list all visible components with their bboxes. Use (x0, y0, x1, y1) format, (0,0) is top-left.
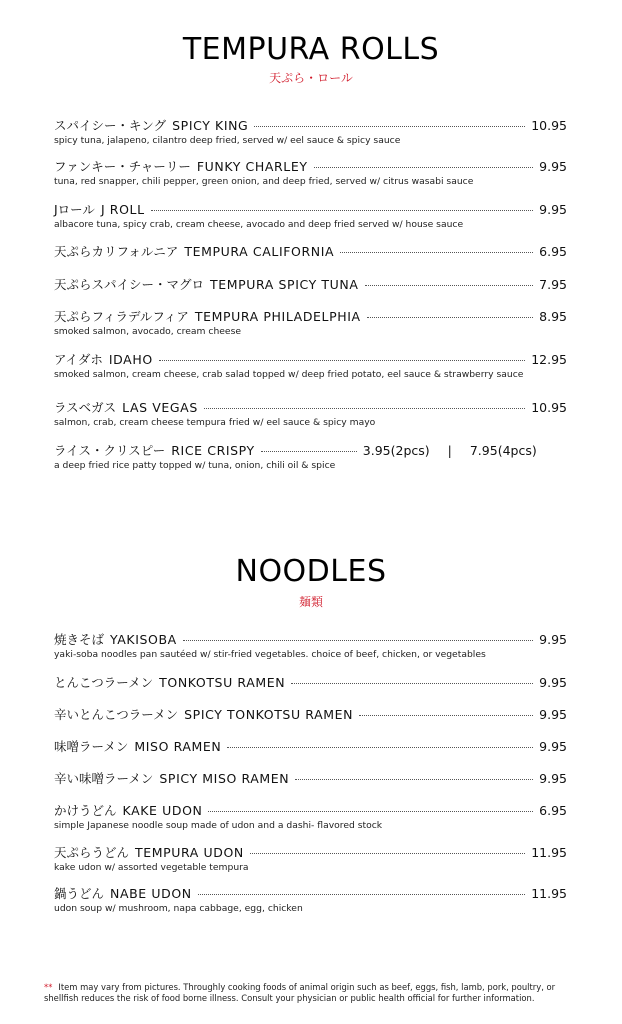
item-price: 6.95 (539, 803, 567, 818)
item-name-en: LAS VEGAS (122, 400, 198, 415)
menu-item-las-vegas (54, 398, 567, 428)
item-name-jp: かけうどん (54, 803, 117, 818)
price-separator: | (447, 443, 452, 458)
item-name-jp: スパイシー・キング (54, 118, 167, 133)
item-name-jp: アイダホ (54, 352, 103, 367)
menu-item-idaho (54, 350, 567, 380)
item-name (54, 737, 221, 755)
item-price: 11.95 (531, 845, 567, 860)
item-name-jp: 天ぷらスパイシー・マグロ (54, 277, 205, 292)
dot-leader (359, 715, 533, 716)
item-name-jp: 焼きそば (54, 632, 105, 647)
item-description: smoked salmon, cream cheese, crab salad topped w/ deep fried potato, eel sauce & strawberry sauce (54, 369, 524, 380)
item-price: 10.95 (531, 400, 567, 415)
item-name (54, 441, 255, 459)
item-name (54, 630, 177, 648)
food-safety-footnote (44, 982, 574, 1004)
item-description: a deep fried rice patty topped w/ tuna, onion, chili oil & spice (54, 460, 336, 471)
item-name-en: TEMPURA UDON (135, 845, 244, 860)
item-name-en: KAKE UDON (122, 803, 203, 818)
tempura-section-title: TEMPURA ROLLS (182, 32, 440, 67)
menu-item-yakisoba (54, 630, 567, 660)
menu-item-rice-crispy (54, 441, 567, 471)
item-description: spicy tuna, jalapeno, cilantro deep fried, served w/ eel sauce & spicy sauce (54, 135, 401, 146)
dot-leader (295, 779, 533, 780)
dot-leader (367, 317, 533, 318)
menu-item-spicy-miso-ramen (54, 769, 567, 787)
item-name-en: SPICY MISO RAMEN (159, 771, 290, 786)
menu-item-j-roll (54, 200, 567, 230)
item-name-en: RICE CRISPY (171, 443, 255, 458)
menu-item-tempura-philadelphia (54, 307, 567, 337)
item-price-2pcs: 3.95(2pcs) (362, 443, 430, 458)
item-price: 9.95 (539, 159, 567, 174)
item-name-jp: ファンキー・チャーリー (54, 159, 191, 174)
item-name-jp: 天ぷらうどん (54, 845, 130, 860)
menu-item-nabe-udon (54, 884, 567, 914)
menu-item-kake-udon (54, 801, 567, 831)
footnote-asterisks: ** (44, 982, 53, 992)
item-name-en: YAKISOBA (110, 632, 177, 647)
item-name (54, 242, 334, 260)
dot-leader (198, 894, 525, 895)
item-name (54, 673, 285, 691)
dot-leader (365, 285, 534, 286)
item-price: 9.95 (539, 202, 567, 217)
item-name-en: FUNKY CHARLEY (196, 159, 308, 174)
menu-item-tonkotsu-ramen (54, 673, 567, 691)
item-price: 9.95 (539, 707, 567, 722)
item-name-jp: 天ぷらカリフォルニア (54, 244, 179, 259)
noodles-section-subtitle: 麺類 (298, 595, 323, 609)
dot-leader (340, 252, 533, 253)
item-name-en: SPICY KING (172, 118, 249, 133)
item-name-jp: Jロール (54, 202, 95, 217)
item-name (54, 398, 198, 416)
item-name (54, 769, 289, 787)
item-price: 11.95 (531, 886, 567, 901)
item-name (54, 275, 359, 293)
item-price: 9.95 (539, 675, 567, 690)
item-name-jp: ラスベガス (54, 400, 117, 415)
item-description: simple Japanese noodle soup made of udon and a dashi- flavored stock (54, 820, 383, 831)
dot-leader (208, 811, 533, 812)
menu-item-tempura-spicy-tuna (54, 275, 567, 293)
item-name (54, 200, 145, 218)
dot-leader (291, 683, 533, 684)
item-name (54, 843, 244, 861)
item-description: salmon, crab, cream cheese tempura fried w/ eel sauce & spicy mayo (54, 417, 376, 428)
menu-item-spicy-tonkotsu-ramen (54, 705, 567, 723)
dot-leader (314, 167, 534, 168)
item-name-jp: ライス・クリスピー (54, 443, 166, 458)
item-name-jp: 辛い味噌ラーメン (54, 771, 154, 786)
menu-item-spicy-king (54, 116, 567, 146)
item-price: 12.95 (531, 352, 567, 367)
tempura-section-subtitle: 天ぷら・ロール (269, 71, 353, 85)
item-name-jp: 鍋うどん (54, 886, 105, 901)
dot-leader (261, 451, 357, 452)
item-description: albacore tuna, spicy crab, cream cheese, avocado and deep fried served w/ house sauce (54, 219, 464, 230)
dot-leader (183, 640, 533, 641)
item-description: smoked salmon, avocado, cream cheese (54, 326, 242, 337)
item-name (54, 884, 192, 902)
item-name-en: NABE UDON (110, 886, 192, 901)
item-price: 6.95 (539, 244, 567, 259)
item-name-en: TONKOTSU RAMEN (159, 675, 286, 690)
item-name (54, 801, 202, 819)
item-price-4pcs: 7.95(4pcs) (469, 443, 537, 458)
item-name (54, 157, 308, 175)
item-price: 8.95 (539, 309, 567, 324)
item-name-en: TEMPURA SPICY TUNA (210, 277, 359, 292)
item-name-jp: 天ぷらフィラデルフィア (54, 309, 189, 324)
item-name-en: TEMPURA PHILADELPHIA (194, 309, 361, 324)
dot-leader (159, 360, 525, 361)
item-description: kake udon w/ assorted vegetable tempura (54, 862, 249, 873)
item-price: 9.95 (539, 632, 567, 647)
dot-leader (204, 408, 525, 409)
noodles-section-title: NOODLES (235, 554, 387, 589)
menu-item-tempura-udon (54, 843, 567, 873)
item-price: 9.95 (539, 771, 567, 786)
item-name (54, 307, 361, 325)
dot-leader (250, 853, 525, 854)
item-description: yaki-soba noodles pan sautéed w/ stir-fried vegetables. choice of beef, chicken, or vegetables (54, 649, 486, 660)
item-name-jp: 味噌ラーメン (54, 739, 129, 754)
item-description: udon soup w/ mushroom, napa cabbage, egg, chicken (54, 903, 303, 914)
item-name-en: SPICY TONKOTSU RAMEN (184, 707, 354, 722)
item-name-jp: とんこつラーメン (54, 675, 154, 690)
item-name (54, 705, 353, 723)
item-name-en: TEMPURA CALIFORNIA (184, 244, 335, 259)
menu-item-tempura-california (54, 242, 567, 260)
item-name (54, 116, 248, 134)
item-name (54, 350, 153, 368)
item-name-jp: 辛いとんこつラーメン (54, 707, 179, 722)
dot-leader (151, 210, 534, 211)
item-price: 9.95 (539, 739, 567, 754)
item-name-en: J ROLL (100, 202, 145, 217)
dot-leader (227, 747, 533, 748)
item-price-combo (363, 443, 537, 458)
menu-item-funky-charley (54, 157, 567, 187)
item-description: tuna, red snapper, chili pepper, green onion, and deep fried, served w/ citrus wasabi sauce (54, 176, 474, 187)
item-name-en: MISO RAMEN (134, 739, 222, 754)
footnote-text: Item may vary from pictures. Throughly cooking foods of animal origin such as beef, eggs, fish, lamb, pork, poultry, or shellfish reduces the risk of food borne illness. Consult your physician or public health official for further information. (44, 982, 556, 1003)
item-name-en: IDAHO (108, 352, 153, 367)
dot-leader (254, 126, 525, 127)
item-price: 10.95 (531, 118, 567, 133)
item-price: 7.95 (539, 277, 567, 292)
menu-item-miso-ramen (54, 737, 567, 755)
